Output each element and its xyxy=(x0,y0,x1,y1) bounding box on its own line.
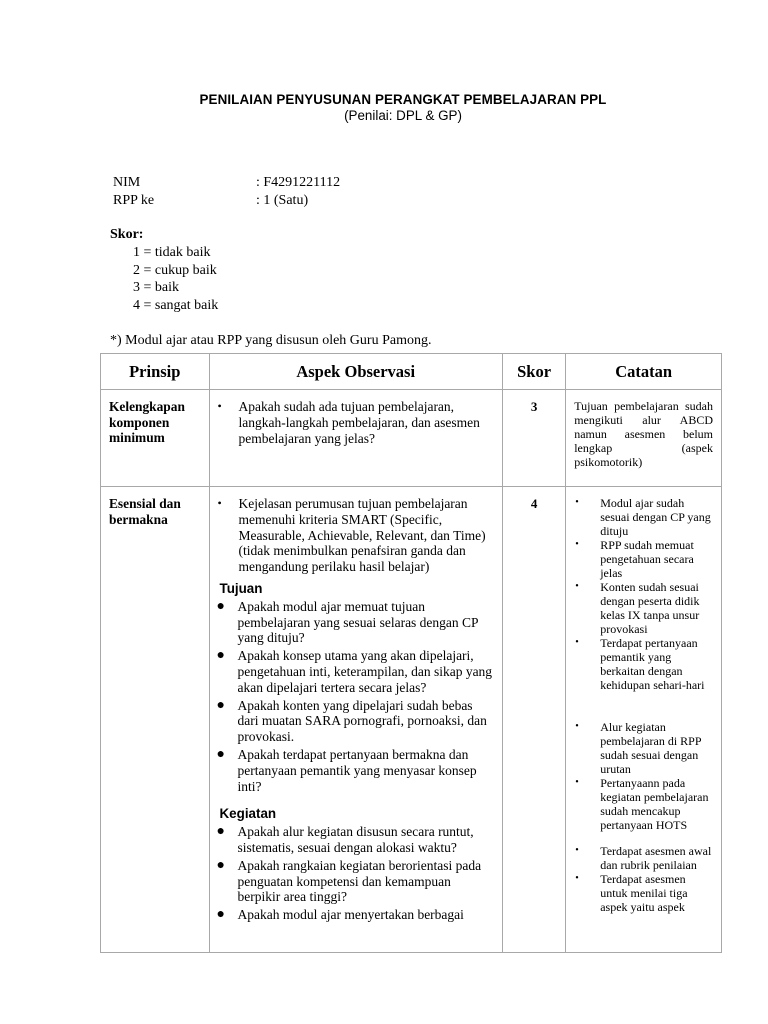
observation-table xyxy=(100,353,722,953)
list-item-text: Kejelasan perumusan tujuan pembelajaran memenuhi kriteria SMART (Specific, Measurable, Achievable, Relevant, dan Time) (tidak menimbulkan penafsiran ganda dan mengandung perilaku hasil belajar) xyxy=(238,496,486,575)
list-item-text: Apakah modul ajar menyertakan berbagai xyxy=(237,907,464,923)
catatan-cell: Tujuan pembelajaran sudah mengikuti alur ABCD namun asesmen belum lengkap (aspek psikomotorik) xyxy=(566,390,722,487)
bullet-icon: • xyxy=(575,873,579,884)
catatan-cell xyxy=(566,487,722,953)
list-item-text: Apakah alur kegiatan disusun secara runtut, sistematis, sesuai dengan alokasi waktu? xyxy=(237,824,474,855)
subheading-kegiatan: Kegiatan xyxy=(219,806,277,822)
list-item xyxy=(217,698,496,745)
skor-item: 2 = cukup baik xyxy=(133,262,217,278)
list-item xyxy=(217,858,496,905)
prinsip-cell: Esensial dan bermakna xyxy=(101,487,210,953)
bullet-icon: ● xyxy=(216,857,225,873)
list-item xyxy=(574,538,713,580)
info-row-nim xyxy=(113,174,340,192)
aspek-cell xyxy=(209,487,502,953)
skor-item: 4 = sangat baik xyxy=(133,297,219,313)
document-subtitle: (Penilai: DPL & GP) xyxy=(344,108,462,123)
list-item xyxy=(217,599,496,646)
list-item xyxy=(574,636,713,692)
info-block xyxy=(113,174,340,210)
list-item-text: Apakah modul ajar memuat tujuan pembelajaran yang sesuai selaras dengan CP yang dituju? xyxy=(237,598,479,646)
header-aspek: Aspek Observasi xyxy=(209,354,502,390)
bullet-icon: ● xyxy=(216,746,225,762)
list-item-text: Terdapat pertanyaan pemantik yang berkaitan dengan kehidupan sehari-hari xyxy=(600,636,705,692)
list-item-text: Apakah rangkaian kegiatan berorientasi pada penguatan kompetensi dan kemampuan berpikir area tinggi? xyxy=(237,857,482,905)
spacer xyxy=(574,832,713,844)
header-catatan: Catatan xyxy=(566,354,722,390)
bullet-icon: ● xyxy=(216,824,225,840)
spacer xyxy=(574,692,713,720)
table-header-row xyxy=(101,354,722,390)
bullet-icon: • xyxy=(575,539,579,550)
list-item-text: Konten sudah sesuai dengan peserta didik kelas IX tanpa unsur provokasi xyxy=(600,580,700,636)
list-item xyxy=(217,747,496,794)
list-item xyxy=(217,907,496,923)
list-item-text: Modul ajar sudah sesuai dengan CP yang dituju xyxy=(600,496,711,538)
skor-cell: 4 xyxy=(502,487,565,953)
list-item-text: Apakah konten yang dipelajari sudah bebas dari muatan SARA pornografi, pornoaksi, dan provokasi. xyxy=(237,697,487,745)
document-title: PENILAIAN PENYUSUNAN PERANGKAT PEMBELAJARAN PPL xyxy=(199,92,607,107)
list-item xyxy=(574,776,713,832)
list-item xyxy=(574,580,713,636)
subheading-tujuan: Tujuan xyxy=(219,580,263,596)
list-item-text: Apakah terdapat pertanyaan bermakna dan pertanyaan pemantik yang menyasar konsep inti? xyxy=(237,746,477,794)
skor-cell: 3 xyxy=(502,390,565,487)
list-item xyxy=(217,399,496,446)
list-item xyxy=(574,872,713,914)
list-item xyxy=(217,648,496,695)
info-value: : 1 (Satu) xyxy=(256,193,309,208)
skor-heading: Skor: xyxy=(110,227,144,242)
bullet-icon: ● xyxy=(216,598,225,614)
bullet-icon: • xyxy=(575,581,579,592)
bullet-icon: ● xyxy=(216,697,225,713)
table-row xyxy=(101,390,722,487)
aspek-cell xyxy=(209,390,502,487)
list-item-text: Alur kegiatan pembelajaran di RPP sudah sesuai dengan urutan xyxy=(600,720,702,776)
list-item xyxy=(574,496,713,538)
skor-item: 1 = tidak baik xyxy=(133,245,211,260)
bullet-icon: • xyxy=(575,721,579,732)
bullet-icon: ● xyxy=(216,648,225,664)
info-value: : F4291221112 xyxy=(256,175,341,190)
list-item-text: Pertanyaann pada kegiatan pembelajaran sudah mencakup pertanyaan HOTS xyxy=(600,776,709,832)
list-item xyxy=(574,844,713,872)
skor-item: 3 = baik xyxy=(133,280,179,296)
header-skor: Skor xyxy=(502,354,565,390)
bullet-icon: • xyxy=(575,497,579,508)
list-item xyxy=(217,824,496,856)
skor-list xyxy=(133,244,218,314)
bullet-icon: • xyxy=(575,845,579,856)
list-item xyxy=(217,496,496,575)
list-item xyxy=(574,720,713,776)
list-item-text: Apakah sudah ada tujuan pembelajaran, langkah-langkah pembelajaran, dan asesmen pembelajaran yang jelas? xyxy=(238,399,480,446)
bullet-icon: • xyxy=(217,496,222,510)
header-prinsip: Prinsip xyxy=(101,354,210,390)
info-row-rpp xyxy=(113,192,340,210)
prinsip-cell: Kelengkapan komponen minimum xyxy=(101,390,210,487)
bullet-icon: • xyxy=(575,777,579,788)
list-item-text: Apakah konsep utama yang akan dipelajari, pengetahuan inti, keterampilan, dan sikap yang akan dipelajari tertera secara jelas? xyxy=(237,648,493,695)
list-item-text: Terdapat asesmen awal dan rubrik penilaian xyxy=(600,844,712,872)
bullet-icon: • xyxy=(575,637,579,648)
footnote-note: *) Modul ajar atau RPP yang disusun oleh Guru Pamong. xyxy=(110,333,432,348)
table-row xyxy=(101,487,722,953)
bullet-icon: • xyxy=(217,399,222,413)
list-item-text: RPP sudah memuat pengetahuan secara jelas xyxy=(600,538,694,580)
list-item-text: Terdapat asesmen untuk menilai tiga aspek yaitu aspek xyxy=(600,872,688,914)
info-label: NIM xyxy=(113,175,141,190)
info-label: RPP ke xyxy=(113,193,155,208)
bullet-icon: ● xyxy=(216,907,225,923)
